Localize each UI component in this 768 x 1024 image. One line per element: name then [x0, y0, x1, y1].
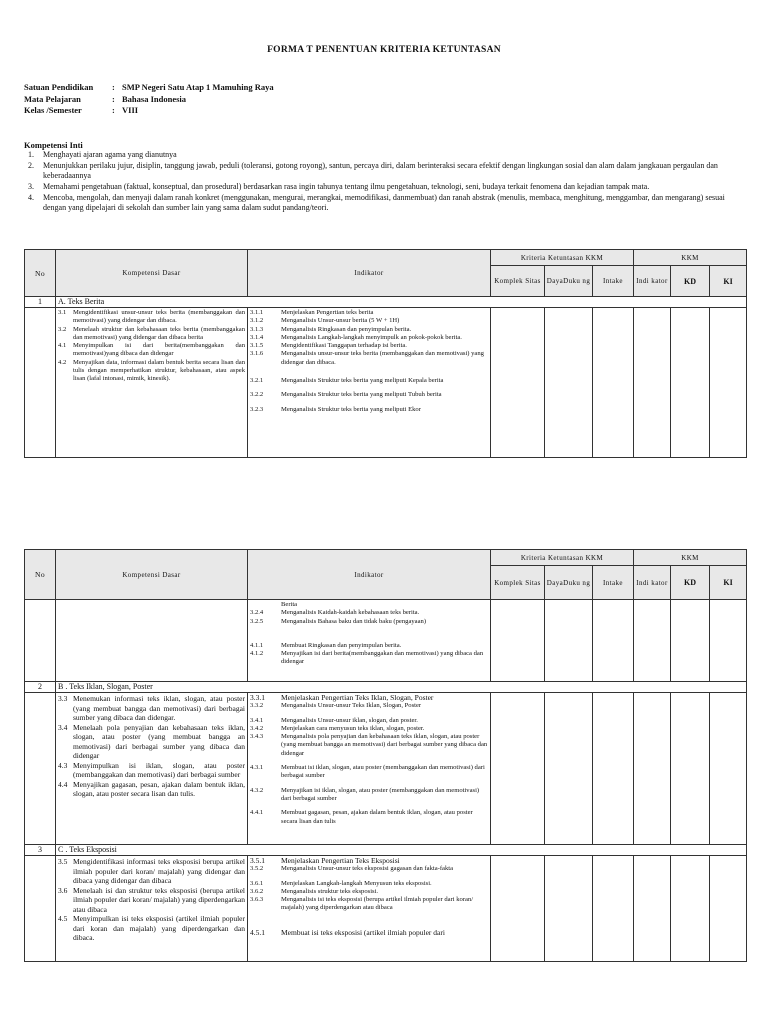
meta-key: Mata Pelajaran [24, 93, 81, 104]
table-row [25, 297, 747, 308]
section-number: 2 [25, 682, 56, 693]
list-item: 4.5.1 Membuat isi teks eksposisi (artikel ilmiah populer dari [250, 927, 445, 937]
kkm-ki-cell[interactable] [710, 308, 747, 458]
list-item: 4.4.1 Membuat gagasan, pesan, ajakan dalam bentuk iklan, slogan, atau poster secara lisan dan tulis [250, 809, 473, 825]
ki-text: Menghayati ajaran agama yang dianutnya [43, 150, 177, 159]
list-item: 3.1.3 Menganalisis Ringkasan dan penyimpulan berita. [250, 325, 412, 333]
list-item: 3.5.2 Menganalisis Unsur-unsur teks eksposisi gagasan dan fakta-fakta [250, 865, 453, 873]
meta-row-kelas [24, 105, 274, 117]
list-item: 3.3.2 Menganalisis Unsur-unsur Teks Iklan, Slogan, Poster [250, 702, 422, 710]
list-item [24, 161, 729, 181]
kd-cell [56, 693, 248, 845]
header-kd: KD [671, 566, 710, 600]
list-item: 3.1.5 Mengidentifikasi Tanggapan terhadap isi berita. [250, 342, 407, 350]
list-item: 3.6.2 Menganalisis struktur teks eksposisi. [250, 887, 379, 895]
list-item: 3.6 Menelaah isi dan struktur teks eksposisi (berupa artikel ilmiah populer dari koran/ majalah) yang diperdengarkan atau dibaca [58, 885, 245, 914]
kompleksitas-cell[interactable] [491, 600, 545, 682]
list-item: 3.1.1 Menjelaskan Pengertian teks berita [250, 309, 374, 316]
kkm-indikator-cell[interactable] [634, 856, 671, 962]
indikator-cell [248, 856, 491, 962]
kd-cell [56, 308, 248, 458]
kd-cell [56, 856, 248, 962]
list-item: 4.1.1 Membuat Ringkasan dan penyimpulan berita. [250, 641, 402, 649]
list-item: 3.2 Menelaah struktur dan kebahasaan teks berita (membanggakan dan memotivasi) yang didengar dan dibaca berita [58, 325, 245, 341]
list-item: 3.5.1 Menjelaskan Pengertian Teks Eksposisi [250, 856, 400, 865]
header-indikator-short: Indi kator [634, 566, 671, 600]
list-item: 3.4 Menelaah pola penyajian dan kebahasaan teks iklan, slogan, atau poster (yang membuat bangga an memotivasi) dari berbagai sumber yang dibaca dan didengar [58, 722, 245, 760]
list-item: 4.1.2 Menyajikan isi dari berita(membanggakan dan memotivasi) yang dibaca dan didengar [250, 650, 484, 666]
header-intake: Intake [593, 566, 634, 600]
daya-dukung-cell[interactable] [545, 600, 593, 682]
list-item: 4.3.1 Membuat isi iklan, slogan, atau poster (membanggakan dan memotivasi) dari berbagai sumber [250, 764, 485, 780]
list-item: 4.4 Menyajikan gagasan, pesan, ajakan dalam bentuk iklan, slogan, atau poster secara lisan dan tulis. [58, 779, 245, 798]
list-item: 3.4.3 Menganalisis pola penyajian dan kebahasaan teks iklan, slogan, atau poster (yang membuat bangga an memotivasi) dari berbagai sumber yang dibaca dan didengar [250, 733, 488, 757]
daya-dukung-cell[interactable] [545, 308, 593, 458]
table-row [25, 308, 747, 458]
section-number: 3 [25, 845, 56, 856]
meta-separator: : [112, 93, 115, 104]
list-item: 4.3.2 Menyajikan isi iklan, slogan, atau poster (membanggakan dan memotivasi) dari berbagai sumber [250, 786, 480, 802]
ki-text: Mencoba, mengolah, dan menyaji dalam ranah konkret (menggunakan, mengurai, merangkai, memodifikasi, danmembuat) dan ranah abstrak (menulis, membaca, menghitung, menggambar, dan mengarang) sesuai dengan yang dipelajari di sekolah dan sumber lain yang sama dalam sudut pandang/teori. [43, 192, 725, 212]
kompleksitas-cell[interactable] [491, 856, 545, 962]
list-item: Berita [281, 601, 298, 608]
table-row [25, 682, 747, 693]
list-item: 3.4.1 Menganalisis Unsur-unsur iklan, slogan, dan poster. [250, 716, 418, 724]
kkm-ki-cell[interactable] [710, 693, 747, 845]
kompleksitas-cell[interactable] [491, 308, 545, 458]
ki-number: 4. [28, 192, 34, 202]
meta-value: VIII [122, 105, 139, 115]
meta-separator: : [112, 82, 115, 92]
kkm-kd-cell[interactable] [671, 600, 710, 682]
meta-value: Bahasa Indonesia [122, 93, 187, 104]
kompleksitas-cell[interactable] [491, 693, 545, 845]
ki-text: Menunjukkan perilaku jujur, disiplin, tanggung jawab, peduli (toleransi, gotong royong), santun, percaya diri, dalam berinteraksi secara efektif dengan lingkungan sosial dan alam dalam jangkauan pergaulan dan keberadaannya [43, 160, 718, 180]
table-row [25, 693, 747, 845]
ki-number: 2. [28, 160, 34, 170]
list-item: 3.1.6 Menganalisis unsur-unsur teks berita (membanggakan dan memotivasi) yang didengar dan dibaca. [250, 350, 484, 366]
kkm-kd-cell[interactable] [671, 856, 710, 962]
header-kompleksitas: Komplek Sitas [491, 266, 545, 297]
header-daya-dukung: DayaDuku ng [545, 266, 593, 297]
header-no: No [25, 250, 56, 297]
list-item: 4.1 Menyimpulkan isi dari berita(membanggakan dan memotivasi)yang dibaca dan didengar [58, 342, 245, 358]
ki-number: 3. [28, 181, 34, 191]
section-title: C . Teks Eksposisi [56, 845, 747, 856]
header-kkm: KKM [634, 250, 747, 266]
header-indikator: Indikator [248, 250, 491, 297]
header-ki: KI [710, 566, 747, 600]
intake-cell[interactable] [593, 856, 634, 962]
ki-text: Memahami pengetahuan (faktual, konseptual, dan prosedural) berdasarkan rasa ingin tahunya tentang ilmu pengetahuan, teknologi, seni, budaya terkait fenomena dan kejadian tampak mata. [43, 181, 650, 191]
header-kd: KD [671, 266, 710, 297]
header-ki: KI [710, 266, 747, 297]
header-kkm: KKM [634, 550, 747, 566]
header-kompetensi-dasar: Kompetensi Dasar [56, 250, 248, 297]
list-item [24, 182, 729, 192]
kompetensi-inti-list [24, 150, 729, 214]
header-kriteria-ketuntasan: Kriteria Ketuntasan KKM [491, 550, 634, 566]
kkm-indikator-cell[interactable] [634, 693, 671, 845]
list-item: 3.1.2 Menganalisis Unsur-unsur berita (5 W + 1H) [250, 317, 400, 325]
list-item: 3.2.1 Menganalisis Struktur teks berita yang meliputi Kepala berita [250, 377, 444, 385]
daya-dukung-cell[interactable] [545, 693, 593, 845]
kkm-indikator-cell[interactable] [634, 600, 671, 682]
daya-dukung-cell[interactable] [545, 856, 593, 962]
meta-row-mapel [24, 94, 274, 106]
meta-separator: : [112, 105, 115, 115]
header-kriteria-ketuntasan: Kriteria Ketuntasan KKM [491, 250, 634, 266]
indikator-cell [248, 600, 491, 682]
indikator-cell [248, 693, 491, 845]
meta-key: Kelas /Semester [24, 105, 82, 115]
meta-row-satuan [24, 82, 274, 94]
header-no: No [25, 550, 56, 600]
header-indikator: Indikator [248, 550, 491, 600]
list-item: 3.6.3 Menganalisis isi teks eksposisi (berupa artikel ilmiah populer dari koran/ majalah) yang diperdengarkan atau dibaca [250, 896, 474, 912]
list-item: 3.1 Mengidentifikasi unsur-unsur teks berita (membanggakan dan memotivasi) yang didengar dan dibaca. [58, 309, 245, 325]
intake-cell[interactable] [593, 600, 634, 682]
header-intake: Intake [593, 266, 634, 297]
table-row [25, 856, 747, 962]
kkm-kd-cell[interactable] [671, 308, 710, 458]
page-title: FORMA T PENENTUAN KRITERIA KETUNTASAN [267, 45, 501, 55]
list-item: 3.2.5 Menganalisis Bahasa baku dan tidak baku (pengayaan) [250, 617, 427, 625]
indikator-cell [248, 308, 491, 458]
list-item: 4.3 Menyimpulkan isi iklan, slogan, atau poster (membanggakan dan memotivasi) dari berbagai sumber [58, 760, 245, 779]
list-item: 3.4.2 Menjelaskan cara menyusun teks iklan, slogan, poster. [250, 724, 425, 732]
document-meta [24, 82, 274, 117]
meta-key: Satuan Pendidikan [24, 82, 94, 92]
intake-cell[interactable] [593, 693, 634, 845]
kkm-table-2 [24, 549, 747, 962]
list-item [24, 193, 729, 213]
list-item: 3.5 Mengidentifikasi informasi teks eksposisi berupa artikel ilmiah populer dari koran/ majalah) yang didengar dan dibaca yang didengar dan dibaca [58, 857, 245, 885]
table-row [25, 600, 747, 682]
kkm-ki-cell[interactable] [710, 600, 747, 682]
header-daya-dukung: DayaDuku ng [545, 566, 593, 600]
list-item: 3.2.4 Menganalisis Kaidah-kaidah kebahasaan teks berita. [250, 609, 420, 617]
list-item [24, 150, 729, 160]
table-row [25, 845, 747, 856]
intake-cell[interactable] [593, 308, 634, 458]
ki-number: 1. [28, 150, 34, 159]
header-kompetensi-dasar: Kompetensi Dasar [56, 550, 248, 600]
meta-value: SMP Negeri Satu Atap 1 Mamuhing Raya [122, 82, 274, 92]
header-indikator-short: Indi kator [634, 266, 671, 297]
section-title: A. Teks Berita [56, 297, 747, 308]
kkm-table-1 [24, 249, 747, 458]
header-kompleksitas: Komplek Sitas [491, 566, 545, 600]
kompetensi-inti-heading: Kompetensi Inti [24, 140, 83, 150]
list-item: 3.2.2 Menganalisis Struktur teks berita yang meliputi Tubuh berita [250, 391, 442, 399]
list-item: 4.2 Menyajikan data, informasi dalam bentuk berita secara lisan dan tulis dengan memperhatikan struktur, kebahasaan, atau aspek lisan (lafal intonasi, mimik, kinesik). [58, 358, 245, 383]
list-item: 3.1.4 Menganalisis Langkah-langkah menyimpulk an pokok-pokok berita. [250, 333, 462, 341]
section-title: B . Teks Iklan, Slogan, Poster [56, 682, 747, 693]
list-item: 3.3.1 Menjelaskan Pengertian Teks Iklan, Slogan, Poster [250, 693, 434, 702]
list-item: 4.5 Menyimpulkan isi teks eksposisi (artikel ilmiah populer dari koran dan majalah) yang diperdengarkan dan dibaca. [58, 914, 245, 942]
list-item: 3.3 Menemukan informasi teks iklan, slogan, atau poster (yang membuat bangga dan memotivasi) dari berbagai sumber yang dibaca dan didengar. [58, 694, 245, 722]
kkm-kd-cell[interactable] [671, 693, 710, 845]
kkm-ki-cell[interactable] [710, 856, 747, 962]
section-number: 1 [25, 297, 56, 308]
list-item: 3.2.3 Menganalisis Struktur teks berita yang meliputi Ekor [250, 405, 421, 413]
kkm-indikator-cell[interactable] [634, 308, 671, 458]
list-item: 3.6.1 Menjelaskan Langkah-langkah Menyusun teks eksposisi. [250, 879, 432, 887]
